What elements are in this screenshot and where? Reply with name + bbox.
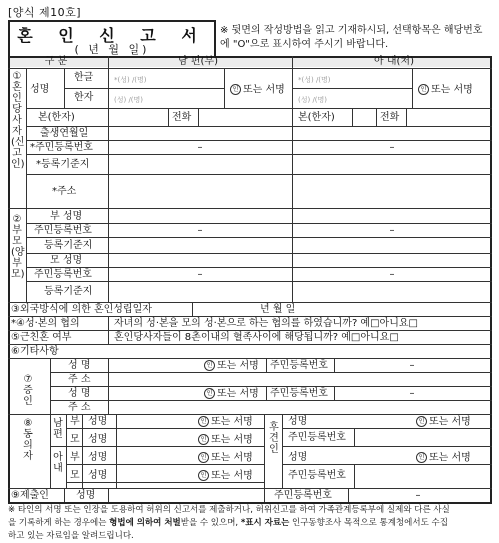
witness2-rrn-label: 주민등록번호	[270, 388, 328, 399]
footer-line-2	[8, 517, 492, 530]
rule	[192, 302, 193, 316]
submitter-rrn-label: 주민등록번호	[274, 490, 332, 501]
mother-domicile-label: 등록기준지	[44, 286, 93, 297]
consenter-name-2: 성명	[88, 434, 108, 445]
rule	[292, 88, 412, 89]
rule	[266, 358, 267, 372]
footer-penalty: 형법에 의하여 처벌	[109, 518, 181, 528]
sign-label: 또는 서명	[217, 388, 259, 400]
father-rrn-dash-wife[interactable]: –	[389, 225, 395, 236]
consenter-name-4: 성명	[88, 470, 108, 481]
column-division: 구 분	[44, 56, 68, 67]
rule	[8, 302, 492, 303]
rule	[8, 330, 492, 331]
witness2-address-label: 주 소	[68, 402, 91, 413]
rule	[116, 414, 117, 488]
seal-icon: 인	[416, 416, 427, 427]
consanguinity-question[interactable]: 혼인당사자들이 8촌이내의 혈족사이에 해당됩니까? 예□아니요□	[114, 332, 399, 343]
foreign-marriage-label: ③외국방식에 의한 혼인성립일자	[11, 304, 152, 315]
section1-label: ①혼인당사자(신고인)	[11, 71, 25, 170]
wife-mother-label: 모	[70, 470, 80, 481]
rule	[8, 358, 492, 359]
name-label: 성명	[30, 84, 50, 95]
rule	[50, 414, 51, 488]
wife-bon-label: 본(한자)	[298, 112, 335, 123]
instructions-notice: ※ 뒷면의 작성방법을 읽고 기재하시되, 선택항목은 해당번호에 "O"으로 표시하여 주시기 바랍니다.	[220, 25, 483, 50]
sign-label: 또는 서명	[211, 452, 253, 464]
husband-hangul-field[interactable]: *(성) /(명)	[114, 76, 147, 84]
column-wife: 아 내(처)	[374, 56, 414, 67]
rule	[50, 386, 492, 387]
rule	[8, 414, 492, 415]
rule	[66, 482, 264, 483]
wife-hanja-field[interactable]: (성) /(명)	[298, 96, 328, 104]
rule	[26, 108, 492, 109]
sign-label: 또는 서명	[429, 416, 471, 428]
address-label: *주소	[52, 186, 77, 197]
rule	[26, 68, 27, 208]
husband-side-label: 남편	[53, 418, 63, 440]
rule	[282, 428, 492, 429]
guardian1-name-label: 성명	[288, 416, 308, 427]
form-title: 혼 인 신 고 서	[17, 26, 207, 45]
sign-label: 또는 서명	[217, 360, 259, 372]
column-husband: 남 편(부)	[178, 56, 218, 67]
seal-icon: 인	[204, 360, 215, 371]
consenter-name-1: 성명	[88, 416, 108, 427]
rule	[8, 208, 492, 209]
wife-hangul-field[interactable]: *(성) /(명)	[298, 76, 331, 84]
seal-icon: 인	[418, 84, 429, 95]
wife-signature[interactable]	[418, 84, 473, 97]
rule	[82, 414, 83, 488]
rule	[376, 108, 377, 126]
header-row-shade	[8, 57, 492, 67]
seal-icon: 인	[230, 84, 241, 95]
husband-hanja-field[interactable]: (성) /(명)	[114, 96, 144, 104]
form-number-label: [양식 제10호]	[8, 6, 82, 19]
report-date-line[interactable]: ( 년 월 일)	[74, 43, 150, 56]
witness1-signature[interactable]	[204, 360, 259, 373]
husband-signature[interactable]	[230, 84, 285, 97]
rule	[26, 174, 492, 175]
rule	[198, 108, 199, 126]
witness1-rrn-dash[interactable]: –	[409, 360, 415, 371]
section7-label: ⑦증인	[23, 374, 33, 407]
wife-phone-label: 전화	[380, 112, 400, 123]
domicile-label: *등록기준지	[36, 159, 90, 170]
submitter-rrn-dash[interactable]: –	[415, 490, 421, 501]
witness1-rrn-label: 주민등록번호	[270, 360, 328, 371]
rule	[282, 414, 283, 488]
section2-label: ②부모(양부모)	[11, 214, 25, 280]
surname-agreement-question[interactable]: 자녀의 성·본을 모의 성·본으로 하는 협의를 하였습니까? 예□아니요□	[114, 318, 418, 329]
husband-father-label: 부	[70, 416, 80, 427]
rule	[26, 223, 492, 224]
seal-icon: 인	[416, 452, 427, 463]
witness2-signature[interactable]	[204, 388, 259, 401]
sign-label: 또는 서명	[243, 84, 285, 96]
father-name-label: 부 성명	[50, 211, 83, 222]
rule	[8, 68, 492, 69]
rule	[412, 68, 413, 108]
form-grid	[8, 56, 492, 504]
rule	[264, 414, 265, 488]
rule	[26, 237, 492, 238]
submitter-label: ⑨제출인	[11, 490, 49, 501]
rule	[282, 464, 492, 465]
guardian-label: 후견인	[269, 422, 279, 455]
consenter-sign-3[interactable]	[198, 452, 253, 465]
seal-icon: 인	[198, 452, 209, 463]
border-top	[8, 56, 492, 58]
husband-rrn-dash[interactable]: –	[197, 142, 203, 153]
footer-marked-data: *표시 자료는	[240, 518, 290, 528]
consenter-sign-4[interactable]	[198, 470, 253, 483]
mother-rrn-label: 주민등록번호	[34, 269, 92, 280]
guardian2-sign[interactable]	[416, 452, 471, 465]
hangul-label: 한글	[74, 72, 94, 83]
rule	[334, 358, 335, 372]
mother-rrn-dash-wife[interactable]: –	[389, 269, 395, 280]
rule	[26, 140, 492, 141]
guardian2-rrn-label: 주민등록번호	[288, 470, 346, 481]
rule	[108, 488, 109, 502]
guardian1-sign[interactable]	[416, 416, 471, 429]
sign-label: 또는 서명	[211, 416, 253, 428]
husband-phone-label: 전화	[172, 112, 192, 123]
rule	[66, 428, 264, 429]
guardian2-name-label: 성명	[288, 452, 308, 463]
rule	[354, 464, 355, 488]
rule	[8, 344, 492, 345]
rule	[108, 108, 109, 208]
guardian1-rrn-label: 주민등록번호	[288, 432, 346, 443]
rule	[352, 108, 353, 126]
seal-icon: 인	[198, 434, 209, 445]
submitter-name-label: 성명	[76, 490, 96, 501]
father-rrn-label: 주민등록번호	[34, 225, 92, 236]
rule	[348, 488, 349, 502]
footer-line-2e: 인구동향조사 목적으로 통계청에서도 수집	[289, 518, 448, 528]
father-rrn-dash[interactable]: –	[197, 225, 203, 236]
consenter-sign-2[interactable]	[198, 434, 253, 447]
rule	[334, 386, 335, 400]
witness1-address-label: 주 소	[68, 374, 91, 385]
rule	[26, 253, 492, 254]
rule	[292, 68, 293, 208]
footer-line-2a: 을 기록하게 하는 경우에는	[8, 518, 110, 528]
rule	[26, 267, 492, 268]
surname-agreement-label: *④성·본의 협의	[11, 318, 80, 329]
wife-rrn-dash[interactable]: –	[389, 142, 395, 153]
title-box	[8, 20, 216, 58]
rule	[282, 446, 492, 447]
husband-mother-label: 모	[70, 434, 80, 445]
wife-side-label: 아내	[53, 452, 63, 474]
seal-icon: 인	[198, 416, 209, 427]
rule	[64, 88, 224, 89]
sign-label: 또는 서명	[429, 452, 471, 464]
border-right	[490, 56, 492, 504]
sign-label: 또는 서명	[211, 470, 253, 482]
rule	[108, 56, 109, 68]
footer-line-1: ※ 타인의 서명 또는 인장을 도용하여 허위의 신고서를 제출하거나, 허위신고를 하여 가족관계등록부에 실제와 다른 사실	[8, 505, 450, 515]
section8-label: ⑧동의자	[23, 418, 33, 462]
witness2-rrn-dash[interactable]: –	[409, 388, 415, 399]
sign-label: 또는 서명	[211, 434, 253, 446]
consenter-name-3: 성명	[88, 452, 108, 463]
seal-icon: 인	[204, 388, 215, 399]
witness1-name-label: 성 명	[68, 360, 91, 371]
rule	[50, 372, 492, 373]
bon-label: 본(한자)	[38, 112, 75, 123]
hanja-label: 한자	[74, 92, 94, 103]
rule	[224, 68, 225, 108]
consanguinity-label: ⑤근친혼 여부	[11, 332, 72, 343]
border-left	[8, 56, 10, 504]
footer-line-2c: 받을 수 있으며,	[180, 518, 241, 528]
mother-rrn-dash[interactable]: –	[197, 269, 203, 280]
wife-father-label: 부	[70, 452, 80, 463]
seal-icon: 인	[198, 470, 209, 481]
rule	[66, 414, 67, 488]
mother-name-label: 모 성명	[50, 255, 83, 266]
rule	[64, 488, 65, 502]
rule	[26, 126, 492, 127]
rule	[66, 464, 264, 465]
rule	[266, 386, 267, 400]
sign-label: 또는 서명	[431, 84, 473, 96]
other-matters-label: ⑥기타사항	[11, 346, 59, 357]
rule	[50, 446, 264, 447]
footer-notice	[8, 504, 492, 543]
rrn-label: *주민등록번호	[30, 142, 93, 153]
foreign-marriage-date[interactable]: 년 월 일	[260, 304, 296, 315]
father-domicile-label: 등록기준지	[44, 240, 93, 251]
rule	[8, 316, 492, 317]
rule	[354, 428, 355, 446]
witness2-name-label: 성 명	[68, 388, 91, 399]
rule	[168, 108, 169, 126]
rule	[292, 56, 293, 68]
rule	[26, 281, 492, 282]
footer-line-3: 하고 있는 자료임을 알려드립니다.	[8, 531, 134, 541]
birth-label: 출생연월일	[40, 128, 89, 139]
rule	[264, 488, 265, 502]
rule	[8, 488, 492, 489]
consenter-sign-1[interactable]	[198, 416, 253, 429]
rule	[26, 154, 492, 155]
rule	[108, 68, 109, 108]
rule	[406, 108, 407, 126]
rule	[50, 400, 492, 401]
